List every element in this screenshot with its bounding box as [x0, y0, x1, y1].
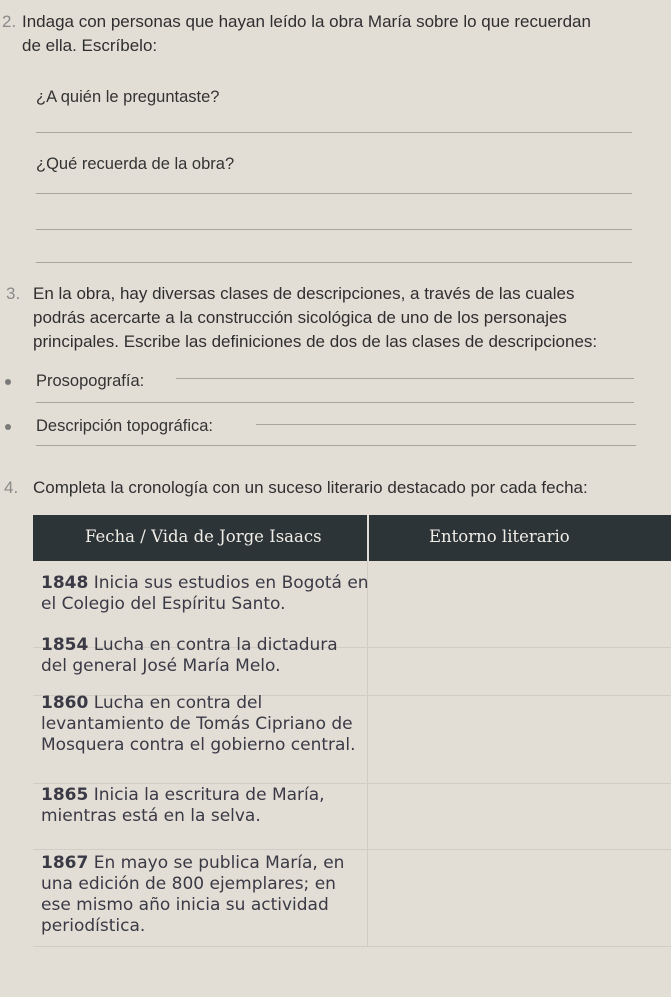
row-text: Inicia sus estudios en Bogotá en: [88, 573, 369, 593]
q2-text-line2: de ella. Escríbelo:: [22, 36, 158, 55]
q3-text-line3: principales. Escribe las definiciones de dos de las clases de descripciones:: [33, 332, 598, 351]
table-row: [41, 635, 371, 677]
answer-line[interactable]: [36, 132, 632, 133]
row-divider: [33, 946, 671, 947]
q2-text-line1: Indaga con personas que hayan leído la obra María sobre lo que recuerdan: [22, 12, 591, 31]
q4-text: Completa la cronología con un suceso literario destacado por cada fecha:: [33, 478, 588, 497]
row-text: Lucha en contra del: [88, 693, 263, 713]
row-text: una edición de 800 ejemplares; en: [41, 874, 336, 894]
row-text: del general José María Melo.: [41, 656, 281, 676]
chronology-table: [33, 515, 671, 947]
row-text: Mosquera contra el gobierno central.: [41, 735, 356, 755]
answer-line[interactable]: [36, 229, 632, 230]
q3-text-line1: En la obra, hay diversas clases de descripciones, a través de las cuales: [33, 284, 575, 303]
row-text: mientras está en la selva.: [41, 806, 261, 826]
header-entorno-literario: Entorno literario: [429, 527, 570, 546]
descripcion-topografica-label: Descripción topográfica:: [36, 417, 214, 435]
answer-line[interactable]: [36, 262, 632, 263]
entorno-cell[interactable]: [369, 696, 671, 783]
entorno-cell[interactable]: [369, 850, 671, 946]
row-year: 1860: [41, 693, 89, 713]
q2-prompt-what: ¿Qué recuerda de la obra?: [36, 155, 235, 173]
answer-line[interactable]: [36, 193, 632, 194]
bullet-icon: [5, 424, 11, 430]
table-row: [41, 853, 371, 937]
q3-number: 3.: [6, 284, 21, 303]
header-divider: [367, 515, 369, 561]
table-row: [41, 573, 371, 615]
row-text: ese mismo año inicia su actividad: [41, 895, 329, 915]
q3-text-line2: podrás acercarte a la construcción sicológica de uno de los personajes: [33, 308, 567, 327]
bullet-icon: [5, 379, 11, 385]
answer-line[interactable]: [256, 424, 636, 425]
table-row: [41, 785, 371, 827]
row-text: periodística.: [41, 916, 146, 936]
entorno-cell[interactable]: [369, 784, 671, 849]
prosopografia-label: Prosopografía:: [36, 372, 145, 390]
answer-line[interactable]: [36, 402, 634, 403]
row-year: 1854: [41, 635, 89, 655]
header-fecha-vida: Fecha / Vida de Jorge Isaacs: [85, 527, 322, 546]
q2-number: 2.: [2, 12, 17, 31]
q4-number: 4.: [4, 478, 19, 497]
answer-line[interactable]: [36, 445, 636, 446]
row-text: levantamiento de Tomás Cipriano de: [41, 714, 353, 734]
row-text: Lucha en contra la dictadura: [88, 635, 338, 655]
row-text: el Colegio del Espíritu Santo.: [41, 594, 286, 614]
q2-prompt-who: ¿A quién le preguntaste?: [36, 88, 220, 106]
row-year: 1867: [41, 853, 89, 873]
row-year: 1848: [41, 573, 89, 593]
table-row: [41, 693, 371, 756]
row-text: Inicia la escritura de María,: [88, 785, 325, 805]
row-year: 1865: [41, 785, 89, 805]
entorno-cell[interactable]: [369, 648, 671, 695]
answer-line[interactable]: [176, 378, 634, 379]
row-text: En mayo se publica María, en: [88, 853, 345, 873]
entorno-cell[interactable]: [369, 561, 671, 647]
